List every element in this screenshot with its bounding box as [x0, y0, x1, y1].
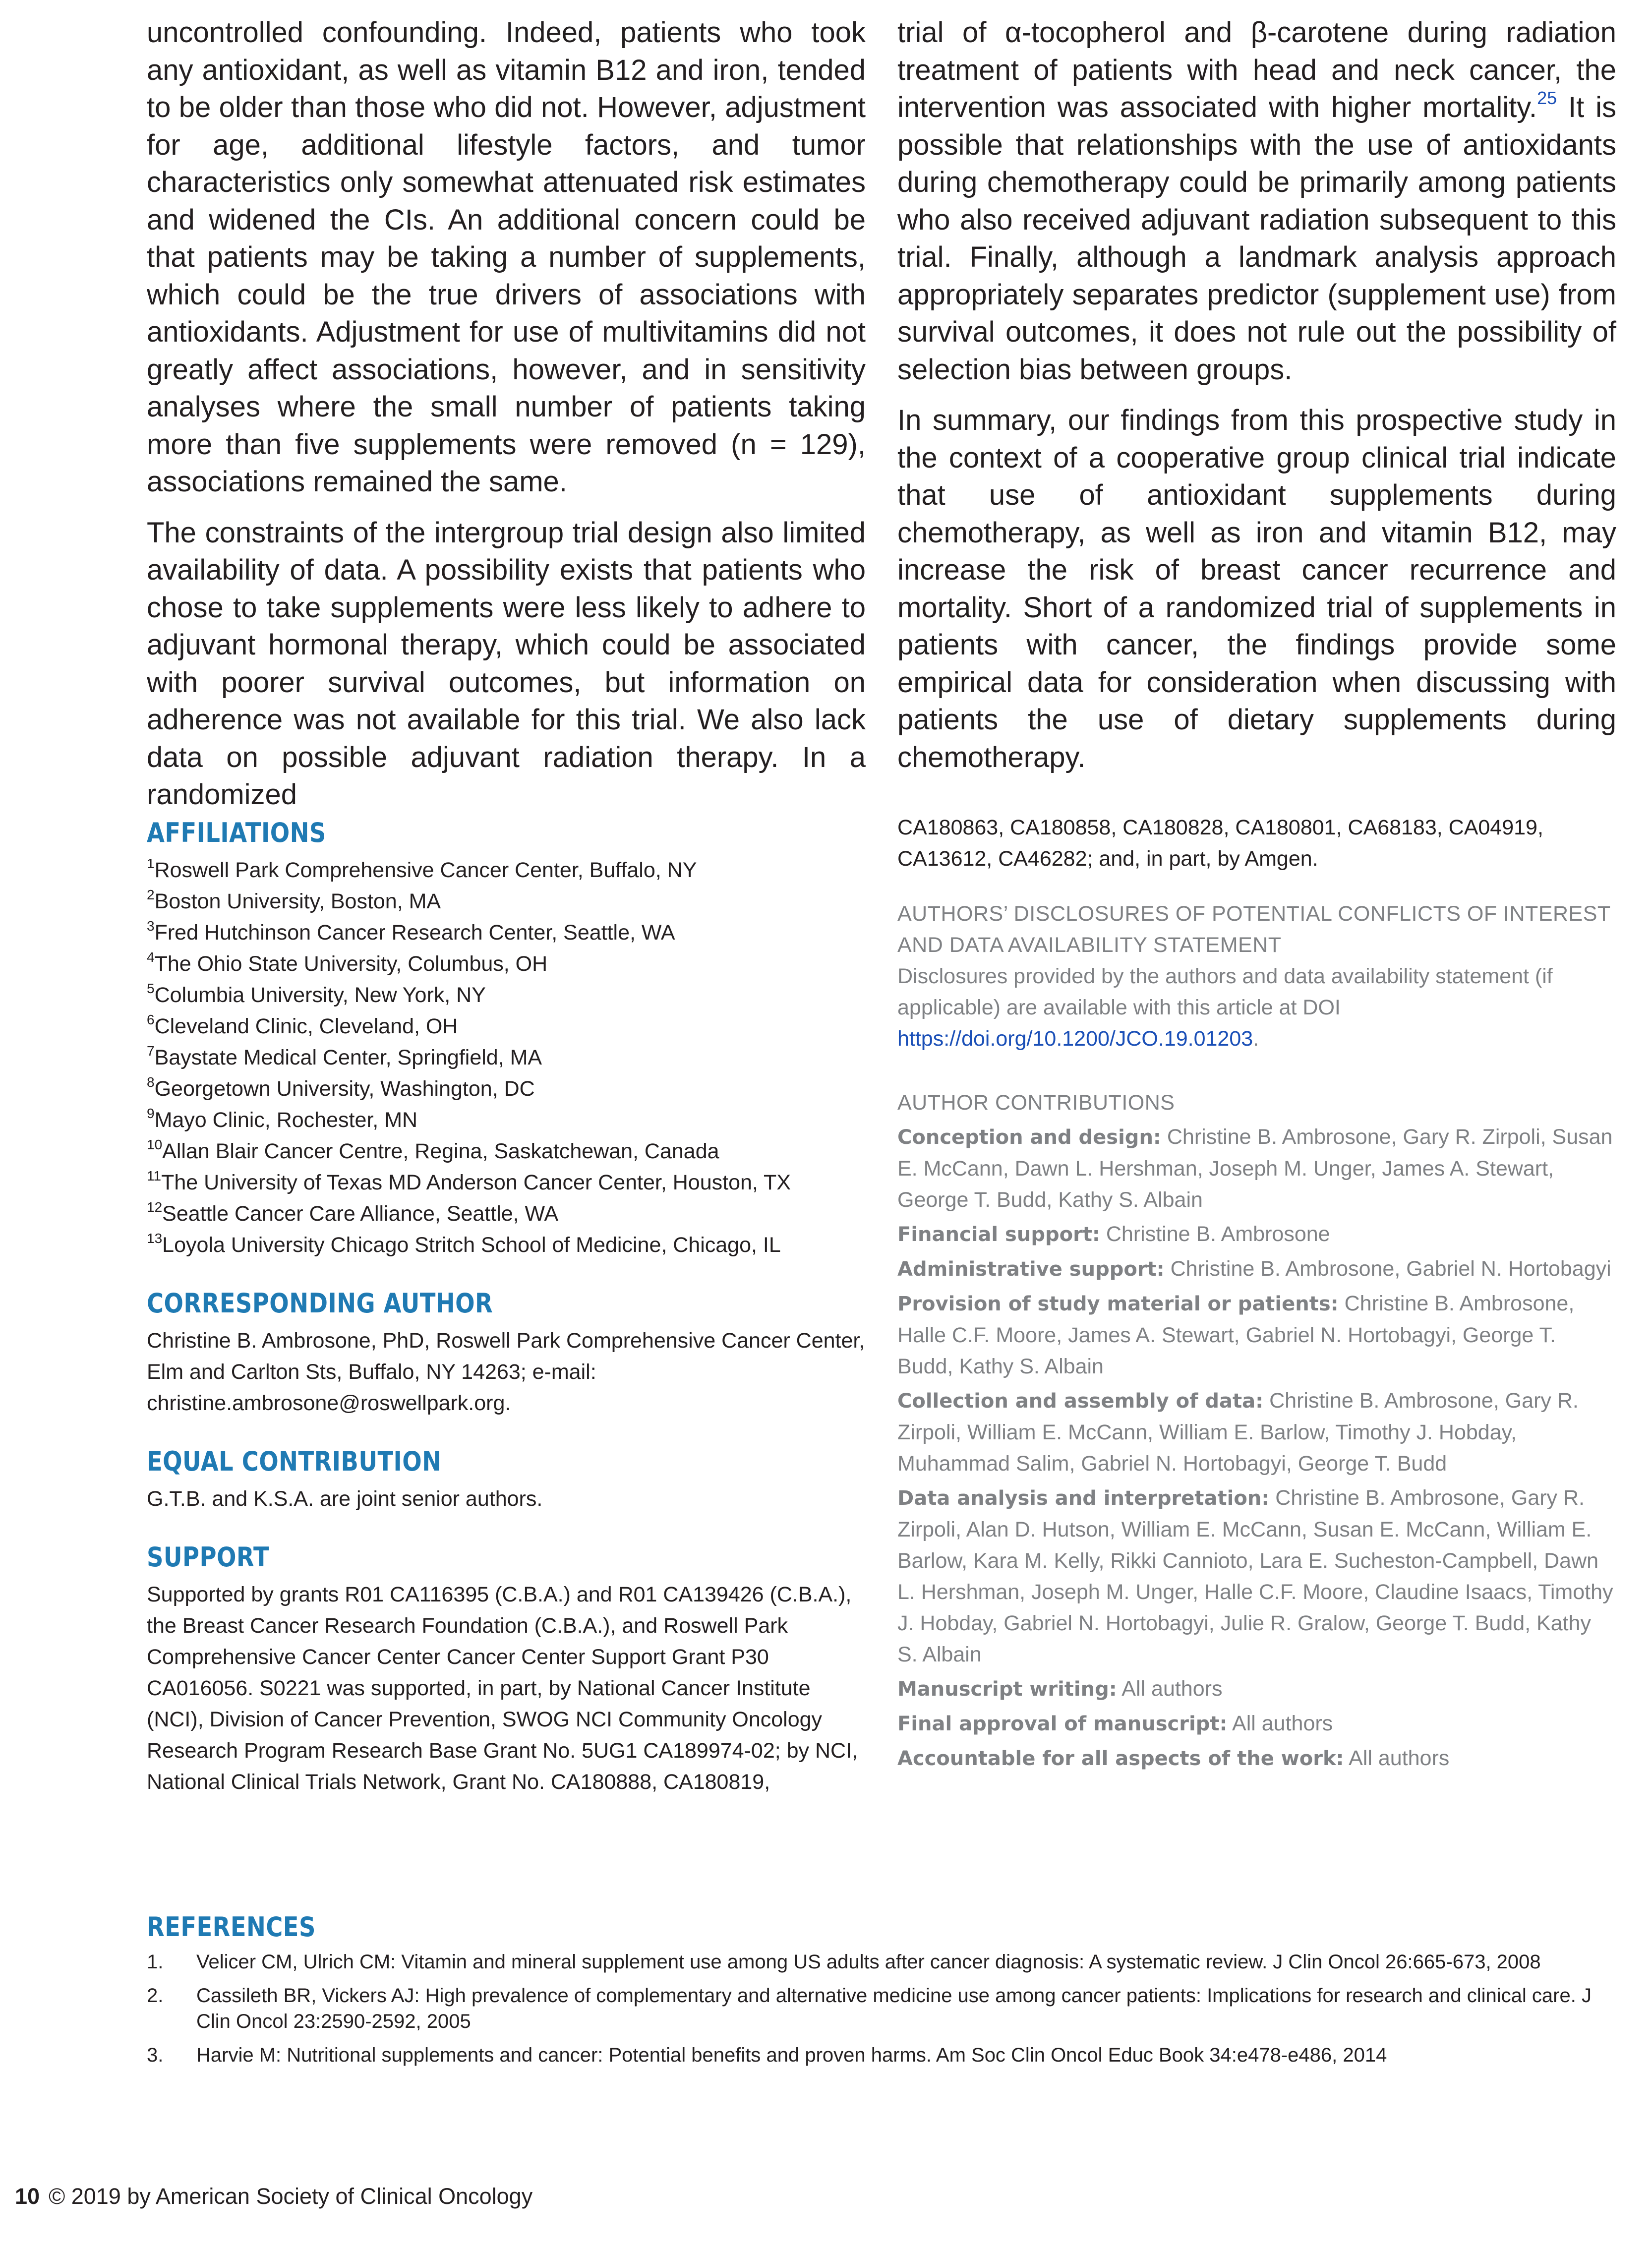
contribution-label: Administrative support: [897, 1258, 1165, 1281]
affiliation-number: 9 [147, 1106, 155, 1121]
section-heading: REFERENCES [147, 1911, 316, 1943]
body-left-column [147, 14, 866, 814]
body-text-segment: It is possible that relationships with the use of antioxidants during chemotherapy could be primarily among patients who also received adjuvant radiation subsequent to this trial. Finally, although a landmark analysis approach appropriately separates predictor (supplement use) from survival outcomes, it does not rule out the possibility of selection bias between groups. [897, 91, 1617, 386]
affiliation-text: Mayo Clinic, Rochester, MN [154, 1108, 418, 1132]
contribution-authors: Christine B. Ambrosone, Gary R. Zirpoli, William E. McCann, William E. Barlow, Timothy J. Hobday, Muhammad Salim, Gabriel N. Hortobagyi, George T. Budd [897, 1389, 1579, 1476]
backmatter-right-column [897, 812, 1616, 1775]
section-heading: AUTHOR CONTRIBUTIONS [897, 1091, 1175, 1115]
section-heading: CORRESPONDING AUTHOR [147, 1288, 493, 1319]
body-right-column [897, 14, 1616, 776]
contribution-item [897, 1673, 1616, 1705]
reference-number: 2. [147, 1985, 164, 2007]
affiliation-text: Columbia University, New York, NY [154, 983, 486, 1007]
contribution-label: Financial support: [897, 1223, 1100, 1246]
reference-text: Cassileth BR, Vickers AJ: High prevalence of complementary and alternative medicine use among cancer patients: Implications for research and clinical care. J Clin Oncol 23:2590-2592, 2005 [196, 1985, 1592, 2032]
equal-contribution-text: G.T.B. and K.S.A. are joint senior authors. [147, 1487, 543, 1511]
corresponding-author-text: Christine B. Ambrosone, PhD, Roswell Park Comprehensive Cancer Center, Elm and Carlton Sts, Buffalo, NY 14263; e-mail: christine.ambrosone@roswellpark.org. [147, 1329, 865, 1415]
support-section [147, 1541, 866, 1798]
affiliation-item [147, 1042, 866, 1073]
affiliation-text: Georgetown University, Washington, DC [154, 1077, 535, 1101]
contributions-list [897, 1122, 1616, 1775]
body-paragraph: In summary, our findings from this prospective study in the context of a cooperative group clinical trial indicate that use of antioxidant supplements during chemotherapy, as well as iron and vitamin B12, may increase the risk of breast cancer recurrence and mortality. Short of a randomized trial of supplements in patients with cancer, the findings provide some empirical data for consideration when discussing with patients the use of dietary supplements during chemotherapy. [897, 404, 1616, 773]
contribution-authors: Christine B. Ambrosone, Gary R. Zirpoli, Susan E. McCann, Dawn L. Hershman, Joseph M. Unger, James A. Stewart, George T. Budd, Kathy S. Albain [897, 1125, 1613, 1212]
affiliation-number: 2 [147, 887, 155, 902]
references-list [147, 1949, 1617, 2068]
contribution-label: Manuscript writing: [897, 1678, 1117, 1701]
contribution-label: Provision of study material or patients: [897, 1293, 1339, 1315]
contribution-item [897, 1385, 1616, 1480]
disclosures-body: Disclosures provided by the authors and data availability statement (if applicable) are available with this article at DOI [897, 964, 1553, 1019]
affiliation-number: 12 [147, 1199, 163, 1215]
backmatter-left-column [147, 817, 866, 1798]
affiliation-item [147, 855, 866, 886]
disclosures-text [897, 961, 1616, 1055]
body-paragraph: uncontrolled confounding. Indeed, patients who took any antioxidant, as well as vitamin B12 and iron, tended to be older than those who did not. However, adjustment for age, additional lifestyle factors, and tumor characteristics only somewhat attenuated risk estimates and widened the CIs. An additional concern could be that patients may be taking a number of supplements, which could be the true drivers of associations with antioxidants. Adjustment for use of multivitamins did not greatly affect associations, however, and in sensitivity analyses where the small number of patients taking more than five supplements were removed (n = 129), associations remained the same. [147, 16, 866, 498]
affiliation-text: Loyola University Chicago Stritch School of Medicine, Chicago, IL [162, 1233, 781, 1257]
affiliations-list [147, 855, 866, 1261]
affiliation-item [147, 917, 866, 948]
contribution-label: Data analysis and interpretation: [897, 1487, 1270, 1510]
contribution-label: Accountable for all aspects of the work: [897, 1747, 1344, 1770]
reference-item [147, 1983, 1617, 2034]
affiliation-text: Baystate Medical Center, Springfield, MA [154, 1046, 542, 1069]
contribution-authors: Christine B. Ambrosone, Halle C.F. Moore, James A. Stewart, Gabriel N. Hortobagyi, George T. Budd, Kathy S. Albain [897, 1292, 1575, 1378]
affiliation-item [147, 886, 866, 917]
affiliation-item [147, 1230, 866, 1261]
affiliation-text: Cleveland Clinic, Cleveland, OH [154, 1014, 458, 1038]
page-number: 10 [15, 2184, 40, 2209]
contribution-item [897, 1219, 1616, 1250]
affiliation-item [147, 1105, 866, 1136]
affiliation-item [147, 1073, 866, 1105]
affiliation-number: 13 [147, 1231, 163, 1246]
reference-citation[interactable]: 25 [1537, 88, 1557, 108]
body-text-segment: trial of α-tocopherol and β-carotene during radiation treatment of patients with head and neck cancer, the intervention was associated with higher mortality. [897, 16, 1616, 123]
support-text-continued: CA180863, CA180858, CA180828, CA180801, CA68183, CA04919, CA13612, CA46282; and, in part, by Amgen. [897, 816, 1543, 871]
contribution-label: Collection and assembly of data: [897, 1390, 1264, 1413]
contribution-label: Final approval of manuscript: [897, 1713, 1228, 1735]
affiliation-text: The University of Texas MD Anderson Cancer Center, Houston, TX [161, 1171, 791, 1194]
reference-text: Harvie M: Nutritional supplements and cancer: Potential benefits and proven harms. Am Soc Clin Oncol Educ Book 34:e478-e486, 2014 [196, 2044, 1387, 2066]
contribution-label: Conception and design: [897, 1126, 1161, 1149]
affiliation-item [147, 980, 866, 1011]
section-heading: EQUAL CONTRIBUTION [147, 1446, 442, 1477]
section-heading: AFFILIATIONS [147, 817, 326, 848]
affiliation-item [147, 1167, 866, 1198]
disclosures-trailing: . [1253, 1027, 1259, 1051]
affiliation-number: 1 [147, 856, 155, 871]
affiliation-item [147, 1136, 866, 1167]
affiliation-text: Allan Blair Cancer Centre, Regina, Saskatchewan, Canada [162, 1139, 719, 1163]
contribution-item [897, 1482, 1616, 1670]
body-paragraph: The constraints of the intergroup trial design also limited availability of data. A possibility exists that patients who chose to take supplements were less likely to adhere to adjuvant hormonal therapy, which could be associated with poorer survival outcomes, but information on adherence was not available for this trial. We also lack data on possible adjuvant radiation therapy. In a randomized [147, 516, 866, 811]
contribution-authors: Christine B. Ambrosone, Gary R. Zirpoli, Alan D. Hutson, William E. McCann, Susan E. McCann, William E. Barlow, Kara M. Kelly, Rikki Cannioto, Lara E. Sucheston-Campbell, Dawn L. Hershman, Joseph M. Unger, Halle C.F. Moore, Claudine Isaacs, Timothy J. Hobday, Gabriel N. Hortobagyi, Julie R. Gralow, George T. Budd, Kathy S. Albain [897, 1486, 1613, 1666]
affiliation-number: 8 [147, 1074, 155, 1090]
corresponding-author-section [147, 1288, 866, 1419]
reference-number: 1. [147, 1951, 164, 1973]
contribution-item [897, 1122, 1616, 1216]
contribution-authors: All authors [1344, 1746, 1450, 1770]
contribution-authors: All authors [1117, 1677, 1223, 1701]
references-section [147, 1911, 1617, 2076]
affiliation-text: Boston University, Boston, MA [154, 889, 441, 913]
doi-link[interactable]: https://doi.org/10.1200/JCO.19.01203 [897, 1027, 1253, 1051]
affiliation-number: 5 [147, 981, 155, 996]
contribution-item [897, 1288, 1616, 1382]
disclosures-section [897, 898, 1616, 1055]
contribution-authors: Christine B. Ambrosone [1100, 1222, 1330, 1246]
affiliation-text: Roswell Park Comprehensive Cancer Center, Buffalo, NY [154, 858, 697, 882]
reference-item [147, 1949, 1617, 1975]
affiliation-text: Fred Hutchinson Cancer Research Center, Seattle, WA [154, 921, 675, 945]
contribution-authors: All authors [1227, 1712, 1333, 1735]
section-heading: SUPPORT [147, 1541, 270, 1573]
affiliation-text: The Ohio State University, Columbus, OH [154, 952, 548, 976]
body-paragraph [897, 14, 1616, 388]
copyright-text: © 2019 by American Society of Clinical Oncology [49, 2184, 533, 2209]
affiliation-number: 3 [147, 918, 155, 934]
section-heading: AUTHORS’ DISCLOSURES OF POTENTIAL CONFLICTS OF INTEREST AND DATA AVAILABILITY STATEMENT [897, 902, 1610, 957]
affiliation-number: 7 [147, 1043, 155, 1059]
contribution-item [897, 1253, 1616, 1285]
page-footer [15, 2182, 532, 2211]
affiliation-item [147, 1011, 866, 1042]
affiliation-text: Seattle Cancer Care Alliance, Seattle, WA [162, 1202, 559, 1226]
contribution-authors: Christine B. Ambrosone, Gabriel N. Hortobagyi [1164, 1257, 1611, 1281]
reference-text: Velicer CM, Ulrich CM: Vitamin and mineral supplement use among US adults after cancer diagnosis: A systematic review. J Clin Oncol 26:665-673, 2008 [196, 1951, 1541, 1973]
affiliation-number: 11 [147, 1168, 162, 1184]
author-contributions-section [897, 1087, 1616, 1775]
reference-item [147, 2042, 1617, 2068]
affiliation-item [147, 1198, 866, 1230]
equal-contribution-section [147, 1446, 866, 1515]
affiliation-number: 6 [147, 1012, 155, 1027]
contribution-item [897, 1743, 1616, 1775]
affiliation-item [147, 948, 866, 980]
contribution-item [897, 1708, 1616, 1740]
reference-number: 3. [147, 2044, 164, 2066]
affiliations-section [147, 817, 866, 1261]
support-text: Supported by grants R01 CA116395 (C.B.A.) and R01 CA139426 (C.B.A.), the Breast Cancer Research Foundation (C.B.A.), and Roswell Park Comprehensive Cancer Center Cancer Center Support Grant P30 CA016056. S0221 was supported, in part, by National Cancer Institute (NCI), Division of Cancer Prevention, SWOG NCI Community Oncology Research Program Research Base Grant No. 5UG1 CA189974-02; by NCI, National Clinical Trials Network, Grant No. CA180888, CA180819, [147, 1583, 858, 1794]
affiliation-number: 10 [147, 1137, 163, 1152]
affiliation-number: 4 [147, 949, 155, 965]
